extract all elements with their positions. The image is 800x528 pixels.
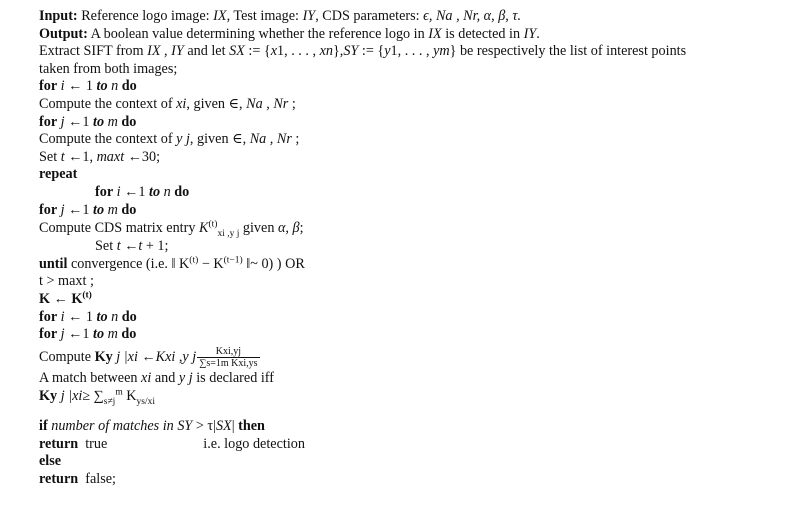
text: ←1: [64, 201, 93, 218]
to-keyword: to: [96, 308, 108, 325]
do-keyword: do: [117, 113, 137, 130]
text: A boolean value determining whether the reference logo in: [87, 25, 429, 42]
math: n: [160, 183, 171, 200]
math: j |xi≥ ∑: [57, 388, 104, 405]
do-keyword: do: [118, 308, 137, 325]
text: ←1: [120, 183, 149, 200]
inner-for-j-line: [39, 202, 789, 220]
superscript: m: [115, 387, 123, 398]
math: Kxi ,y j: [155, 348, 197, 365]
text: 1, . . . ,: [277, 43, 320, 60]
until-line-cont: t > maxt ;: [39, 273, 94, 290]
set-line: [39, 149, 789, 167]
context-y-line: [39, 131, 789, 149]
math: SY: [343, 43, 359, 60]
math: x: [270, 43, 278, 60]
math: y j: [176, 131, 190, 148]
text: .: [536, 25, 540, 42]
subscript: s≠j: [103, 397, 116, 408]
subscript: ys/xi: [136, 397, 155, 408]
math: j: [57, 113, 65, 130]
text: , given ∈,: [189, 131, 250, 148]
for-j-line: [39, 114, 789, 132]
math: IY: [302, 8, 316, 24]
comment: i.e. logo detection: [203, 435, 305, 452]
math: t: [116, 238, 121, 255]
text: ←: [120, 238, 139, 255]
for-keyword: for: [95, 183, 114, 200]
math: K: [199, 220, 209, 237]
else-line: [39, 453, 789, 471]
text: and: [151, 369, 179, 386]
math: i: [57, 78, 65, 95]
math: Ky: [94, 348, 113, 365]
text: and let: [183, 43, 230, 60]
for-keyword: for: [39, 201, 58, 218]
denominator: ∑s=1m Kxi,ys: [199, 357, 258, 369]
output-keyword: Output:: [39, 25, 88, 42]
text: given: [239, 220, 278, 237]
text: , CDS parameters:: [315, 8, 424, 24]
subscript: xi ,y j: [217, 228, 240, 239]
superscript: (t−1): [223, 254, 243, 265]
math: maxt: [96, 148, 125, 165]
math: ym: [433, 43, 450, 60]
return-keyword: return: [39, 471, 79, 488]
text: Set: [39, 148, 61, 165]
text: ←1: [64, 113, 93, 130]
math: Na , Nr: [249, 131, 292, 148]
repeat-line: [39, 166, 789, 184]
spacer: [39, 406, 789, 418]
math: xn: [319, 43, 333, 60]
normalize-line: [39, 344, 789, 370]
to-keyword: to: [93, 326, 105, 343]
text: K: [122, 388, 137, 405]
if-line: [39, 418, 789, 436]
condition-line: [39, 387, 789, 406]
math: t: [138, 238, 143, 255]
math: y j: [178, 369, 193, 386]
math: IY: [523, 25, 537, 42]
cds-entry-line: [39, 219, 789, 238]
increment-line: [39, 238, 789, 256]
math: IX: [213, 8, 227, 24]
math: m: [104, 201, 118, 218]
math: t: [60, 148, 65, 165]
text: },: [332, 43, 344, 60]
text: A match between: [39, 369, 142, 386]
text: > τ|: [192, 418, 216, 435]
numerator: Kxi,yj: [197, 346, 259, 358]
text: ‖~ 0) ) OR: [242, 255, 305, 272]
assign-k-line: [39, 291, 789, 309]
repeat-keyword: repeat: [39, 166, 78, 183]
math: IX , IY: [147, 43, 184, 60]
text: } be respectively the list of interest points: [449, 43, 687, 60]
then-keyword: then: [238, 418, 265, 435]
fraction: [197, 346, 259, 369]
text: K ← K: [39, 290, 83, 307]
superscript: (t): [189, 254, 199, 265]
for-i-line: [39, 78, 789, 96]
return-false-line: [39, 471, 789, 489]
math: xi: [176, 95, 187, 112]
math: j: [57, 201, 65, 218]
to-keyword: to: [93, 113, 105, 130]
text: := {: [244, 43, 271, 60]
do-keyword: do: [170, 183, 190, 200]
math: i: [57, 308, 65, 325]
text: + 1;: [142, 238, 169, 255]
final-for-j-line: [39, 326, 789, 344]
to-keyword: to: [149, 183, 161, 200]
math: SX: [229, 43, 245, 60]
superscript: (t): [208, 219, 218, 230]
for-keyword: for: [39, 308, 58, 325]
else-keyword: else: [39, 453, 62, 470]
superscript: (t): [82, 290, 92, 301]
math: SX: [215, 418, 232, 435]
do-keyword: do: [117, 201, 137, 218]
text: is declared iff: [192, 369, 274, 386]
math: y: [384, 43, 391, 60]
inner-for-i-line: [39, 184, 789, 202]
math: n: [107, 78, 119, 95]
text: |: [231, 418, 239, 435]
until-keyword: until: [39, 255, 68, 272]
text: ←1,: [64, 148, 97, 165]
text: ← 1: [64, 78, 97, 95]
text: false;: [78, 471, 116, 488]
text: − K: [198, 255, 224, 272]
if-keyword: if: [39, 418, 48, 435]
text: ←1: [64, 326, 93, 343]
text: , Test image:: [226, 8, 303, 24]
text: number of matches in: [47, 418, 178, 435]
extract-line: [39, 43, 789, 61]
math: j: [57, 326, 65, 343]
text: ←30;: [124, 148, 161, 165]
text: Compute: [39, 348, 95, 365]
text: true: [78, 435, 108, 452]
math: i: [113, 183, 121, 200]
text: Set: [95, 238, 117, 255]
text: Compute the context of: [39, 95, 177, 112]
match-line: [39, 370, 789, 388]
math: Na , Nr: [246, 95, 289, 112]
math: α, β: [277, 220, 300, 237]
math: SY: [177, 418, 193, 435]
final-for-i-line: [39, 309, 789, 327]
text: Reference logo image:: [77, 8, 214, 24]
to-keyword: to: [96, 78, 108, 95]
math: IX: [428, 25, 442, 42]
until-line: [39, 256, 789, 274]
text: ;: [288, 95, 296, 112]
math: m: [104, 326, 118, 343]
to-keyword: to: [93, 201, 105, 218]
text: Compute CDS matrix entry: [39, 220, 199, 237]
return-keyword: return: [39, 435, 79, 452]
context-x-line: [39, 96, 789, 114]
for-keyword: for: [39, 326, 58, 343]
input-line: [39, 8, 789, 26]
text: Compute the context of: [39, 131, 177, 148]
extract-line-cont: taken from both images;: [39, 60, 178, 77]
text: ;: [299, 220, 304, 237]
text: := {: [358, 43, 385, 60]
text: , given ∈,: [186, 95, 247, 112]
math: m: [104, 113, 118, 130]
text: ← 1: [64, 308, 97, 325]
math: j |xi ←: [112, 348, 156, 365]
math: n: [107, 308, 119, 325]
text: ;: [291, 131, 300, 148]
text: convergence (i.e. ‖ K: [67, 255, 190, 272]
text: 1, . . . ,: [390, 43, 434, 60]
algorithm-block: [39, 8, 789, 489]
do-keyword: do: [117, 326, 137, 343]
input-keyword: Input:: [39, 8, 78, 24]
math: ϵ, Na , Nr, α, β, τ.: [423, 8, 521, 24]
math: Ky: [39, 388, 58, 405]
return-true-line: [39, 436, 789, 454]
text: is detected in: [441, 25, 524, 42]
for-keyword: for: [39, 113, 58, 130]
math: xi: [141, 369, 152, 386]
output-line: [39, 26, 789, 44]
do-keyword: do: [118, 78, 137, 95]
for-keyword: for: [39, 78, 58, 95]
text: Extract SIFT from: [39, 43, 148, 60]
